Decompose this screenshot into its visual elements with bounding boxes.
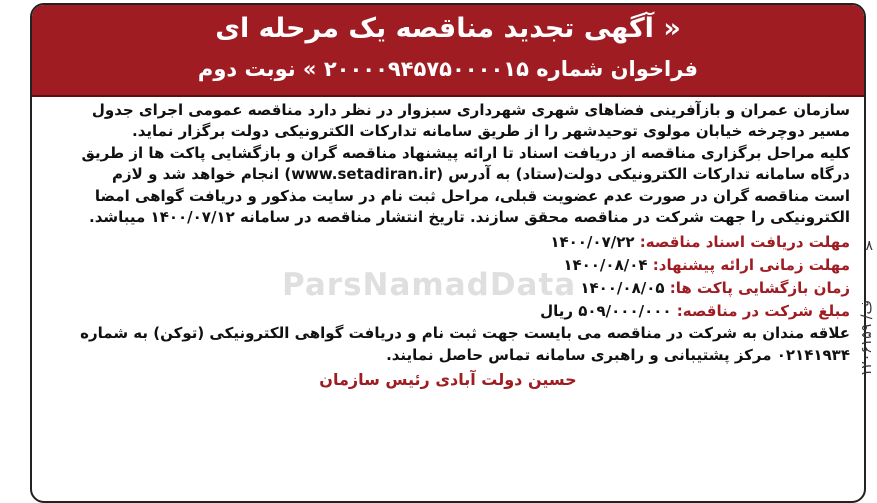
paragraph-line: الکترونیکی را جهت شرکت در مناقصه محقق سازند. تاریخ انتشار مناقصه در سامانه ۱۴۰۰/۰۷/۱۲ میباشد. [89,208,850,227]
field-proposal-deadline [46,254,850,277]
notice-body [46,100,850,391]
paragraph-line: کلیه مراحل برگزاری مناقصه از دریافت اسناد تا ارائه پیشنهاد مناقصه گران و بازگشایی پاکت ها از طریق [81,143,850,162]
notice-subtitle: فراخوان شماره ۲۰۰۰۰۹۴۵۷۵۰۰۰۰۱۵ » نوبت دوم [197,57,699,81]
closing-line: ۰۲۱۴۱۹۳۴ مرکز پشتیبانی و راهبری سامانه تماس حاصل نمایند. [386,345,850,364]
field-value: ۵۰۹/۰۰۰/۰۰۰ ریال [540,302,672,321]
notice-header [32,5,864,97]
field-label: زمان بازگشایی پاکت ها: [669,279,850,298]
paragraph-line: درگاه سامانه تدارکات الکترونیکی دولت(ستاد) به آدرس (www.setadiran.ir) انجام خواهد شد و لازم [112,165,850,184]
notice-fields [46,231,850,323]
watermark-text: ParsNamadData [282,267,577,303]
field-label: مهلت دریافت اسناد مناقصه: [639,233,850,252]
field-document-deadline [46,231,850,254]
closing-line: علاقه مندان به شرکت در مناقصه می بایست جهت ثبت نام و دریافت گواهی الکترونیکی (توکن) به شماره [80,324,850,343]
field-value: ۱۴۰۰/۰۸/۰۴ [563,256,648,275]
paragraph-line: سازمان عمران و بازآفرینی فضاهای شهری شهرداری سبزوار در نظر دارد مناقصه عمومی اجرای جدول [91,101,850,119]
field-value: ۱۴۰۰/۰۷/۲۲ [550,233,635,252]
field-value: ۱۴۰۰/۰۸/۰۵ [580,279,665,298]
signature: حسین دولت آبادی رئیس سازمان [319,370,577,390]
field-label: مبلغ شرکت در مناقصه: [676,302,850,321]
notice-title: « آگهی تجدید مناقصه یک مرحله ای [215,13,681,44]
notice-paragraph [46,100,850,228]
field-label: مهلت زمانی ارائه پیشنهاد: [652,256,850,275]
notice-closing [46,323,850,366]
field-participation-amount [46,300,850,323]
paragraph-line: است مناقصه گران در صورت عدم عضویت قبلی، مراحل ثبت نام در سایت مذکور و دریافت گواهی امضا [94,186,850,205]
field-opening-date [46,277,850,300]
tender-notice-box [30,3,866,503]
paragraph-line: مسیر دوچرخه خیابان مولوی توحیدشهر را از طریق سامانه تدارکات الکترونیکی دولت برگزار نماید. [132,122,850,141]
margin-mark: ۸ [865,238,873,254]
archive-number: ۱۲۰۶۱۵۹ /ف [859,300,875,377]
